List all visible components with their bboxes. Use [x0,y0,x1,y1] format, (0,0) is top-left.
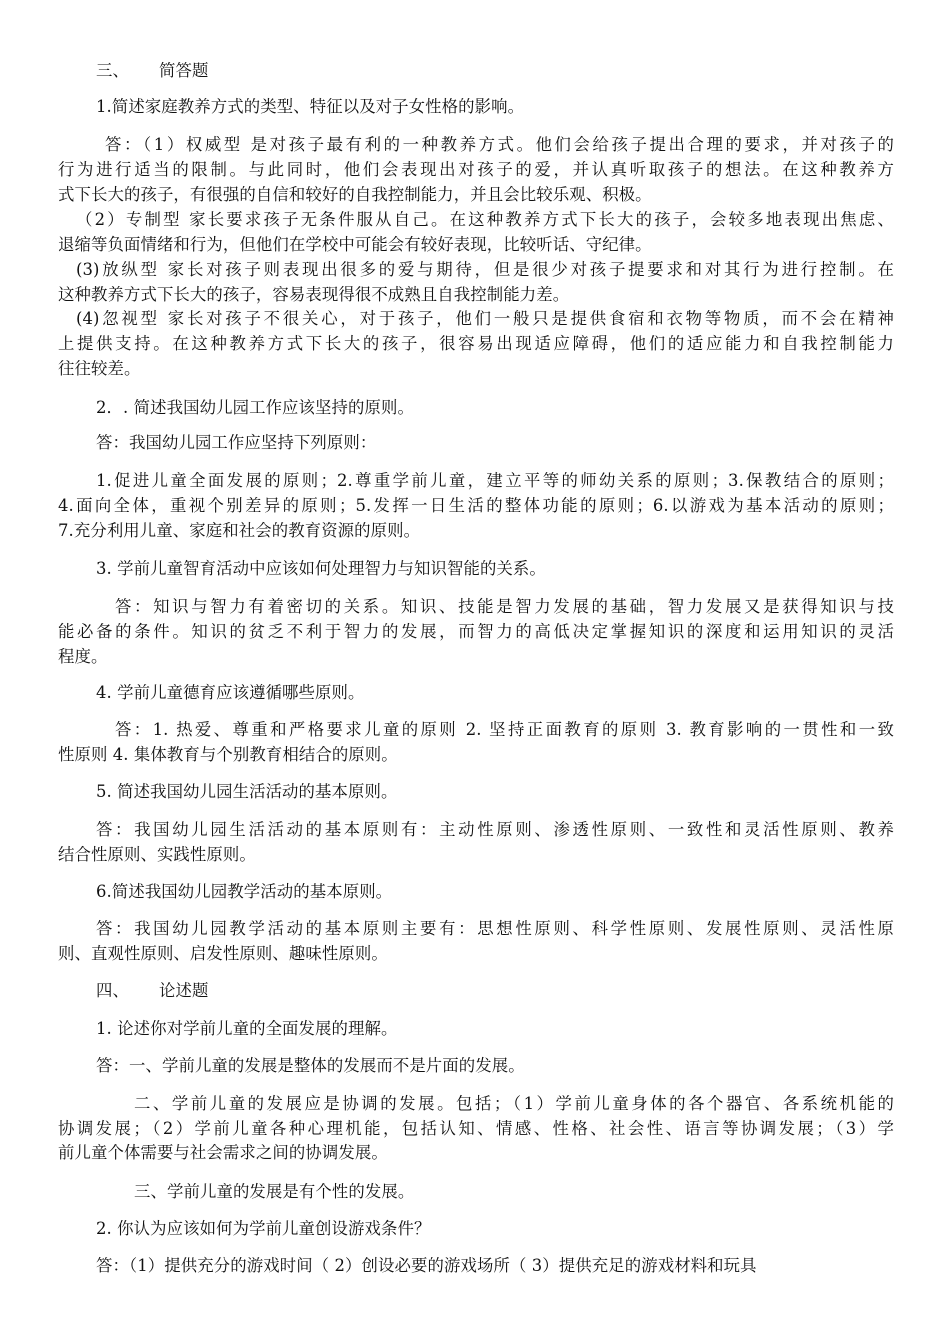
answer-line: 上提供支持。在这种教养方式下长大的孩子，很容易出现适应障碍，他们的适应能力和自我控制能力 [58,334,894,353]
essay-question-1: 1. 论述你对学前儿童的全面发展的理解。 [96,1019,398,1038]
section-title: 简答题 [158,61,209,80]
section-heading-4 [96,979,496,1004]
answer-line: 答：我国幼儿园教学活动的基本原则主要有：思想性原则、科学性原则、发展性原则、灵活性原 [96,919,894,938]
answer-line: 二、学前儿童的发展应是协调的发展。包括；（1）学前儿童身体的各个器官、各系统机能的 [134,1094,894,1113]
answer-line: 答：知识与智力有着密切的关系。知识、技能是智力发展的基础，智力发展又是获得知识与技 [115,597,894,616]
answer-line: 则、直观性原则、启发性原则、趣味性原则。 [58,944,388,963]
answer-line: 行为进行适当的限制。与此同时，他们会表现出对孩子的爱，并认真听取孩子的想法。在这种教养方 [58,160,894,179]
section-number: 三、 [96,61,129,80]
answer-line: 结合性原则、实践性原则。 [58,845,256,864]
answer-line: 三、学前儿童的发展是有个性的发展。 [134,1182,415,1201]
answer-line: 1.促进儿童全面发展的原则；2.尊重学前儿童，建立平等的师幼关系的原则；3.保教结合的原则； [96,471,894,490]
question-6: 6.简述我国幼儿园教学活动的基本原则。 [96,882,393,901]
question-4: 4. 学前儿童德育应该遵循哪些原则。 [96,683,365,702]
answer-line: 能必备的条件。知识的贫乏不利于智力的发展，而智力的高低决定掌握知识的深度和运用知识的灵活 [58,622,894,641]
answer-line: 协调发展；（2）学前儿童各种心理机能，包括认知、情感、性格、社会性、语言等协调发展；（3）学 [58,1119,894,1138]
answer-line: 4.面向全体，重视个别差异的原则；5.发挥一日生活的整体功能的原则；6.以游戏为基本活动的原则； [58,496,894,515]
answer-line: 答：一、学前儿童的发展是整体的发展而不是片面的发展。 [96,1056,525,1075]
question-3: 3. 学前儿童智育活动中应该如何处理智力与知识智能的关系。 [96,559,546,578]
section-heading-3 [96,59,496,84]
answer-intro: 答：我国幼儿园工作应坚持下列原则： [96,433,377,452]
question-2: 2．. 简述我国幼儿园工作应该坚持的原则。 [96,398,414,417]
answer-line: 答：1. 热爱、尊重和严格要求儿童的原则 2. 坚持正面教育的原则 3. 教育影响的一贯性和一致 [115,720,894,739]
answer-line: (3)放纵型 家长对孩子则表现出很多的爱与期待，但是很少对孩子提要求和对其行为进行控制。在 [76,260,894,279]
answer-line: (4)忽视型 家长对孩子不很关心，对于孩子，他们一般只是提供食宿和衣物等物质，而不会在精神 [76,309,894,328]
answer-line: 7.充分利用儿童、家庭和社会的教育资源的原则。 [58,521,421,540]
answer-line: 退缩等负面情绪和行为，但他们在学校中可能会有较好表现，比较听话、守纪律。 [58,235,652,254]
answer-line: 程度。 [58,647,108,666]
answer-line: 答：（1）提供充分的游戏时间（ 2）创设必要的游戏场所（ 3）提供充足的游戏材料和玩具 [96,1256,757,1275]
question-1: 1.简述家庭教养方式的类型、特征以及对子女性格的影响。 [96,97,525,116]
answer-line: 答：我国幼儿园生活活动的基本原则有：主动性原则、渗透性原则、一致性和灵活性原则、教养 [96,820,894,839]
question-5: 5. 简述我国幼儿园生活活动的基本原则。 [96,782,398,801]
essay-question-2: 2. 你认为应该如何为学前儿童创设游戏条件？ [96,1219,431,1238]
answer-line: （2）专制型 家长要求孩子无条件服从自己。在这种教养方式下长大的孩子，会较多地表现出焦虑、 [76,210,894,229]
answer-line: 性原则 4. 集体教育与个别教育相结合的原则。 [58,745,398,764]
answer-line: 答：（1）权威型 是对孩子最有利的一种教养方式。他们会给孩子提出合理的要求，并对孩子的 [105,135,894,154]
answer-line: 式下长大的孩子，有很强的自信和较好的自我控制能力，并且会比较乐观、积极。 [58,185,652,204]
answer-line: 往往较差。 [58,359,141,378]
answer-line: 这种教养方式下长大的孩子，容易表现得很不成熟且自我控制能力差。 [58,285,570,304]
section-number: 四、 [96,981,129,1000]
answer-line: 前儿童个体需要与社会需求之间的协调发展。 [58,1143,388,1162]
section-title: 论述题 [158,981,209,1000]
